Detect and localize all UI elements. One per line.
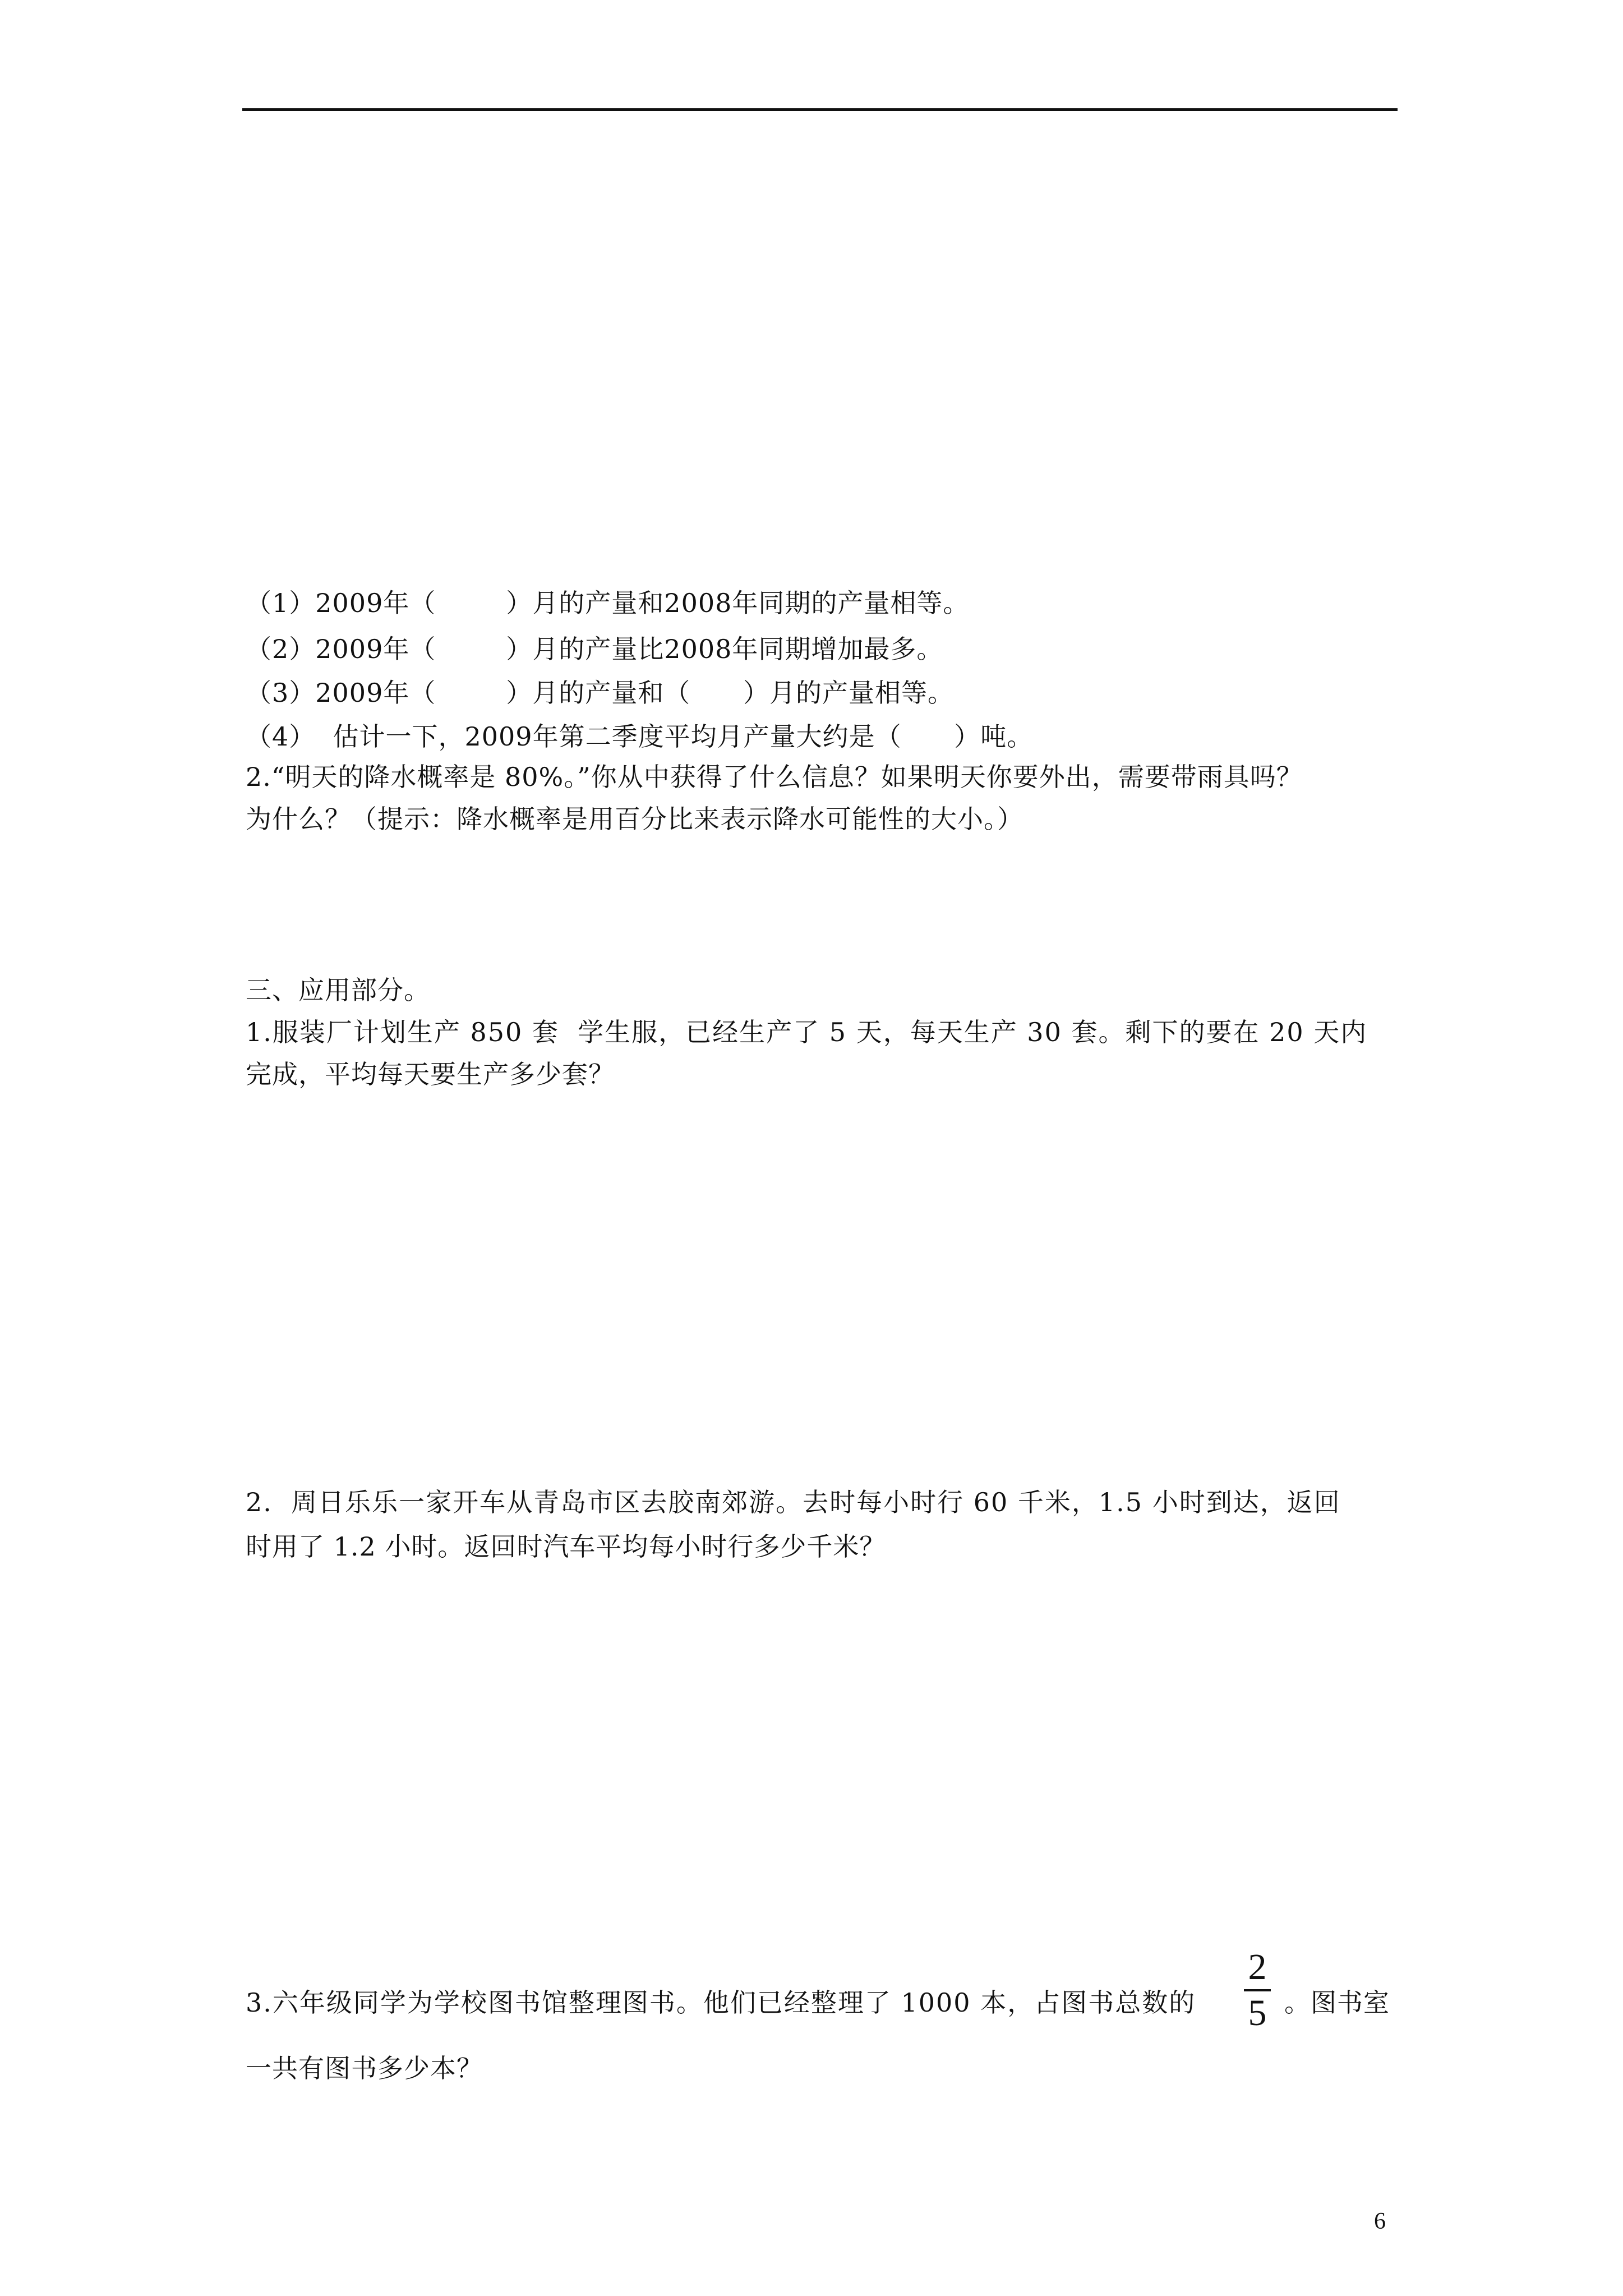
question-sub-3: （3）2009年（ ）月的产量和（ ）月的产量相等。 — [246, 678, 955, 708]
question-2-line-1: 2.“明天的降水概率是 80%。”你从中获得了什么信息？如果明天你要外出，需要带雨具吗？ — [246, 762, 1303, 792]
fraction-denominator: 5 — [1248, 1993, 1267, 2033]
fraction-numerator: 2 — [1248, 1947, 1267, 1987]
application-q3-after-fraction: 。图书室 — [1284, 1987, 1390, 2018]
page-number: 6 — [1374, 2208, 1386, 2234]
question-sub-2: （2）2009年（ ）月的产量比2008年同期增加最多。 — [246, 634, 943, 664]
application-q1-line-2: 完成，平均每天要生产多少套？ — [246, 1059, 615, 1089]
section-3-heading: 三、应用部分。 — [246, 975, 430, 1005]
question-2-line-2: 为什么？（提示：降水概率是用百分比来表示降水可能性的大小。） — [246, 804, 1023, 834]
application-q1-line-1: 1.服装厂计划生产 850 套 学生服，已经生产了 5 天，每天生产 30 套。剩下的要在 20 天内 — [246, 1017, 1368, 1047]
question-sub-4: （4） 估计一下，2009年第二季度平均月产量大约是（ ）吨。 — [246, 721, 1034, 752]
fraction-two-fifths — [1241, 1945, 1274, 2035]
application-q3-line-2: 一共有图书多少本？ — [246, 2053, 483, 2083]
question-sub-1: （1）2009年（ ）月的产量和2008年同期的产量相等。 — [246, 588, 970, 618]
header-rule — [242, 108, 1398, 111]
application-q2-line-1: 2. 周日乐乐一家开车从青岛市区去胶南郊游。去时每小时行 60 千米，1.5 小时到达，返回 — [246, 1487, 1341, 1517]
application-q3-line-1: 3.六年级同学为学校图书馆整理图书。他们已经整理了 1000 本，占图书总数的 — [246, 1987, 1196, 2018]
application-q2-line-2: 时用了 1.2 小时。返回时汽车平均每小时行多少千米？ — [246, 1531, 886, 1562]
